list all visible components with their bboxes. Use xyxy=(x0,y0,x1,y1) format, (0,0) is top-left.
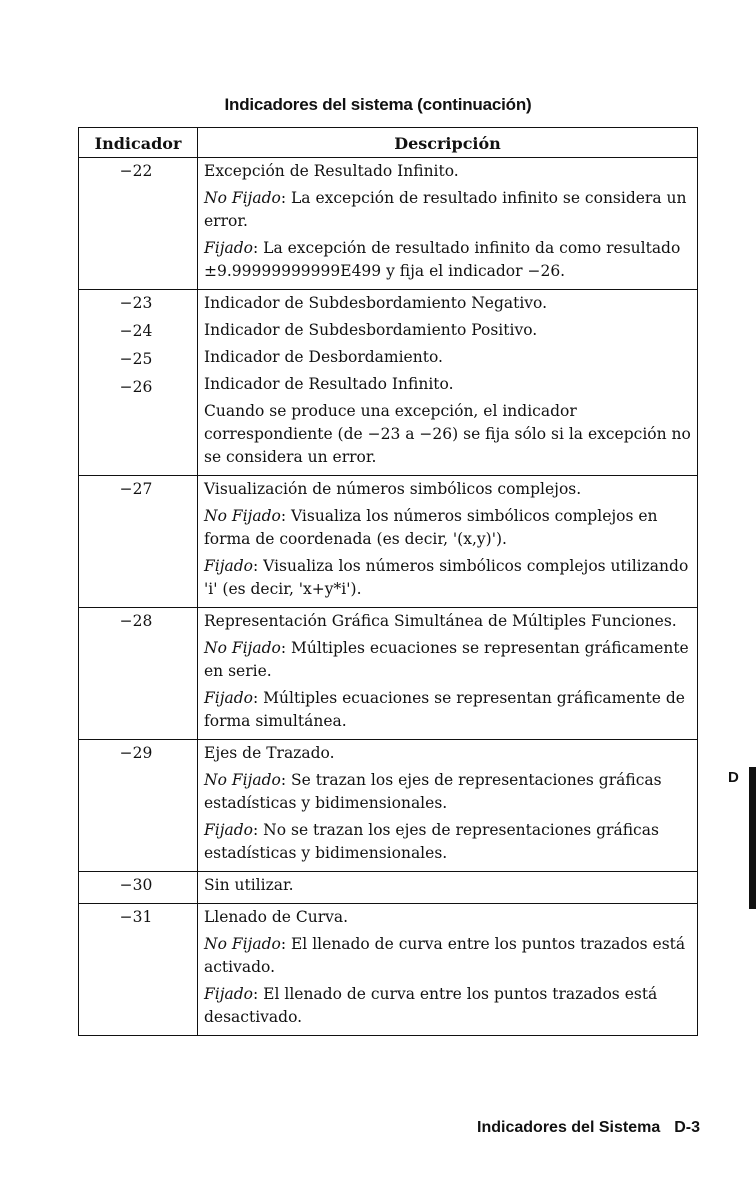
flag-number: −25 xyxy=(119,350,153,368)
flag-number: −24 xyxy=(119,322,153,340)
state-label: No Fijado xyxy=(204,189,281,207)
state-label: No Fijado xyxy=(204,771,281,789)
description-line xyxy=(204,505,691,551)
flag-description-cell xyxy=(198,476,698,608)
description-line xyxy=(204,742,691,765)
state-label: Fijado xyxy=(204,821,254,839)
description-line xyxy=(204,400,691,469)
description-text: : La excepción de resultado infinito se considera un error. xyxy=(204,189,687,230)
description-text: Indicador de Subdesbordamiento Positivo. xyxy=(204,321,538,339)
flag-number-cell xyxy=(79,872,198,904)
page-footer xyxy=(477,1119,700,1137)
description-line xyxy=(204,819,691,865)
description-text: Representación Gráfica Simultánea de Múltiples Funciones. xyxy=(204,612,677,630)
description-line xyxy=(204,687,691,733)
flag-number-cell xyxy=(79,740,198,872)
flag-description-cell xyxy=(198,872,698,904)
description-line xyxy=(204,237,691,283)
description-text: : Visualiza los números simbólicos complejos en forma de coordenada (es decir, '(x,y)'). xyxy=(204,507,658,548)
description-line xyxy=(204,373,691,396)
flag-number: −28 xyxy=(119,612,153,630)
table-row xyxy=(79,740,698,872)
description-text: Indicador de Desbordamiento. xyxy=(204,348,443,366)
state-label: No Fijado xyxy=(204,639,281,657)
flag-number: −31 xyxy=(119,908,153,926)
table-row xyxy=(79,158,698,290)
header-indicator: Indicador xyxy=(79,128,198,158)
table-row xyxy=(79,904,698,1036)
appendix-tab-letter: D xyxy=(728,769,739,786)
description-line xyxy=(204,478,691,501)
flag-number-cell xyxy=(79,608,198,740)
description-line xyxy=(204,874,691,897)
flag-number: −29 xyxy=(119,744,153,762)
description-line xyxy=(204,637,691,683)
header-description: Descripción xyxy=(198,128,698,158)
description-text: : No se trazan los ejes de representaciones gráficas estadísticas y bidimensionales. xyxy=(204,821,659,862)
description-text: Indicador de Resultado Infinito. xyxy=(204,375,454,393)
appendix-tab-bar xyxy=(749,767,756,909)
description-text: Excepción de Resultado Infinito. xyxy=(204,162,459,180)
table-row xyxy=(79,290,698,476)
description-text: Sin utilizar. xyxy=(204,876,294,894)
table-row xyxy=(79,872,698,904)
state-label: Fijado xyxy=(204,239,254,257)
description-line xyxy=(204,292,691,315)
table-row xyxy=(79,476,698,608)
flag-number-cell xyxy=(79,290,198,476)
flag-description-cell xyxy=(198,608,698,740)
state-label: No Fijado xyxy=(204,935,281,953)
description-text: : Múltiples ecuaciones se representan gráficamente de forma simultánea. xyxy=(204,689,685,730)
page-title: Indicadores del sistema (continuación) xyxy=(224,95,532,114)
flag-description-cell xyxy=(198,740,698,872)
description-text: Indicador de Subdesbordamiento Negativo. xyxy=(204,294,548,312)
flag-number-cell xyxy=(79,476,198,608)
flag-number: −30 xyxy=(119,876,153,894)
state-label: Fijado xyxy=(204,557,254,575)
description-line xyxy=(204,160,691,183)
flags-table-body xyxy=(79,158,698,1036)
description-line xyxy=(204,610,691,633)
description-line xyxy=(204,769,691,815)
flag-number: −26 xyxy=(119,378,153,396)
flag-number: −23 xyxy=(119,294,153,312)
description-text: : Se trazan los ejes de representaciones gráficas estadísticas y bidimensionales. xyxy=(204,771,662,812)
state-label: No Fijado xyxy=(204,507,281,525)
description-text: : Múltiples ecuaciones se representan gráficamente en serie. xyxy=(204,639,689,680)
description-text: : El llenado de curva entre los puntos trazados está desactivado. xyxy=(204,985,658,1026)
description-line xyxy=(204,187,691,233)
description-line xyxy=(204,346,691,369)
description-text: : Visualiza los números simbólicos complejos utilizando 'i' (es decir, 'x+y*i'). xyxy=(204,557,689,598)
flag-number-cell xyxy=(79,158,198,290)
description-text: : La excepción de resultado infinito da como resultado ±9.99999999999E499 y fija el indicador −26. xyxy=(204,239,681,280)
table-row xyxy=(79,608,698,740)
flag-number: −27 xyxy=(119,480,153,498)
footer-section-title: Indicadores del Sistema xyxy=(477,1119,661,1136)
flag-description-cell xyxy=(198,158,698,290)
state-label: Fijado xyxy=(204,689,254,707)
description-line xyxy=(204,906,691,929)
description-text: Cuando se produce una excepción, el indicador correspondiente (de −23 a −26) se fija sólo si la excepción no se considera un error. xyxy=(204,402,691,466)
description-text: Visualización de números simbólicos complejos. xyxy=(204,480,582,498)
state-label: Fijado xyxy=(204,985,254,1003)
flags-table xyxy=(78,127,698,1036)
page-number: D-3 xyxy=(674,1119,700,1136)
description-line xyxy=(204,983,691,1029)
flag-description-cell xyxy=(198,904,698,1036)
flag-number-cell xyxy=(79,904,198,1036)
description-line xyxy=(204,319,691,342)
description-line xyxy=(204,555,691,601)
flag-description-cell xyxy=(198,290,698,476)
description-line xyxy=(204,933,691,979)
description-text: Llenado de Curva. xyxy=(204,908,349,926)
table-header-row xyxy=(79,128,698,158)
flag-number: −22 xyxy=(119,162,153,180)
description-text: : El llenado de curva entre los puntos trazados está activado. xyxy=(204,935,686,976)
description-text: Ejes de Trazado. xyxy=(204,744,335,762)
